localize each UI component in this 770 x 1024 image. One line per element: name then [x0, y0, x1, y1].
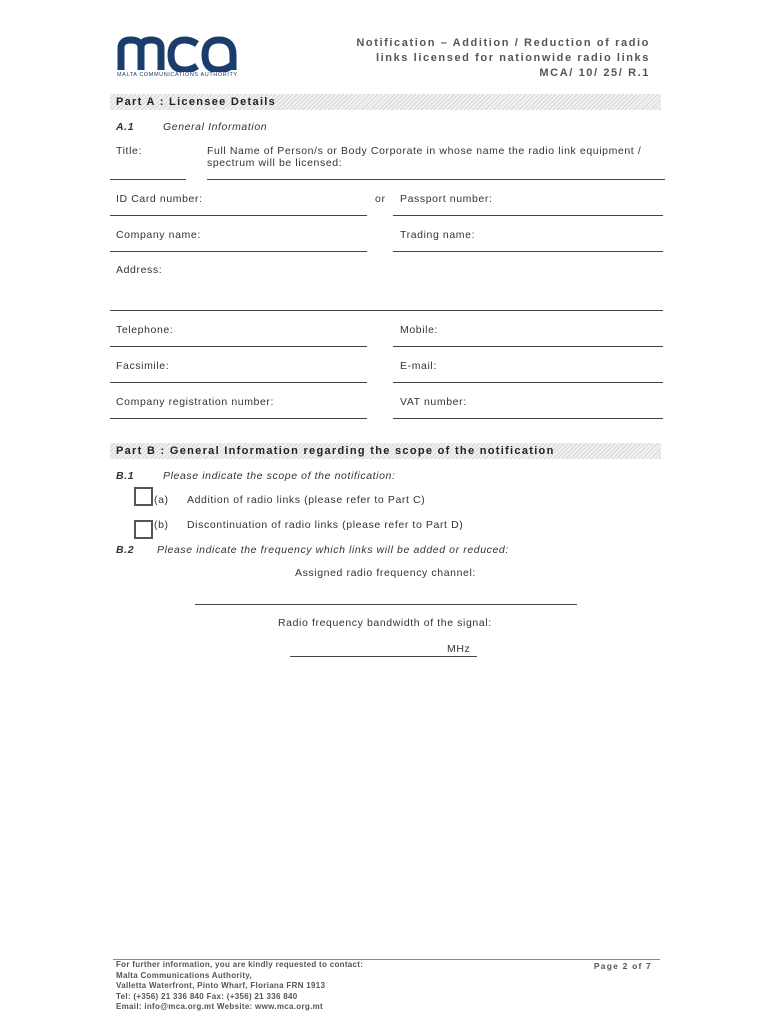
title-line-2: links licensed for nationwide radio links: [375, 52, 650, 64]
company-reg-field[interactable]: [110, 418, 367, 419]
part-a-heading: Part A : Licensee Details: [110, 94, 661, 110]
full-name-label-1: Full Name of Person/s or Body Corporate in whose name the radio link equipment /: [207, 145, 642, 157]
footer-line-2: Malta Communications Authority,: [116, 970, 252, 980]
footer-line-4: Tel: (+356) 21 336 840 Fax: (+356) 21 336 840: [116, 991, 298, 1001]
option-b-checkbox[interactable]: [134, 520, 153, 539]
title-line-1: Notification – Addition / Reduction of radio: [356, 37, 650, 49]
mhz-unit: MHz: [447, 643, 471, 655]
or-label: or: [375, 193, 386, 205]
b2-label: Please indicate the frequency which links will be added or reduced:: [157, 544, 509, 556]
id-card-label: ID Card number:: [116, 193, 203, 205]
footer-line-3: Valletta Waterfront, Pinto Wharf, Floriana FRN 1913: [116, 981, 326, 990]
a1-number: A.1: [116, 121, 135, 133]
mobile-label: Mobile:: [400, 324, 439, 336]
page-number: Page 2 of 7: [593, 961, 652, 971]
mca-logo: [115, 32, 240, 82]
facsimile-label: Facsimile:: [116, 360, 170, 372]
mobile-field[interactable]: [393, 346, 663, 347]
telephone-field[interactable]: [110, 346, 367, 347]
address-label: Address:: [116, 264, 163, 276]
email-label: E-mail:: [400, 360, 437, 372]
a1-label: General Information: [163, 121, 268, 133]
id-card-field[interactable]: [110, 215, 367, 216]
b2-number: B.2: [116, 544, 135, 556]
option-b-label: Discontinuation of radio links (please refer to Part D): [187, 519, 464, 531]
title-field[interactable]: [110, 179, 186, 180]
address-field[interactable]: [110, 310, 663, 311]
trading-name-field[interactable]: [393, 251, 663, 252]
email-field[interactable]: [393, 382, 663, 383]
title-label: Title:: [116, 145, 142, 157]
vat-label: VAT number:: [400, 396, 467, 408]
vat-field[interactable]: [393, 418, 663, 419]
telephone-label: Telephone:: [116, 324, 174, 336]
company-name-field[interactable]: [110, 251, 367, 252]
document-title: [356, 36, 650, 81]
company-reg-label: Company registration number:: [116, 396, 275, 408]
company-name-label: Company name:: [116, 229, 201, 241]
passport-field[interactable]: [393, 215, 663, 216]
part-b-heading: Part B : General Information regarding the scope of the notification: [110, 443, 661, 459]
footer-line-1: For further information, you are kindly requested to contact:: [116, 960, 364, 969]
title-line-3: MCA/ 10/ 25/ R.1: [539, 67, 650, 79]
option-a-letter: (a): [154, 494, 169, 506]
footer-contact: [116, 960, 363, 1013]
b1-number: B.1: [116, 470, 135, 482]
bandwidth-field[interactable]: [290, 656, 477, 657]
passport-label: Passport number:: [400, 193, 493, 205]
channel-label: Assigned radio frequency channel:: [295, 567, 476, 579]
trading-name-label: Trading name:: [400, 229, 476, 241]
channel-field[interactable]: [195, 604, 577, 605]
full-name-field[interactable]: [207, 179, 665, 180]
option-a-label: Addition of radio links (please refer to Part C): [187, 494, 426, 506]
option-a-checkbox[interactable]: [134, 487, 153, 506]
full-name-label-2: spectrum will be licensed:: [207, 157, 343, 169]
b1-label: Please indicate the scope of the notification:: [163, 470, 396, 482]
logo-subtitle: MALTA COMMUNICATIONS AUTHORITY: [117, 72, 238, 78]
footer-line-5: Email: info@mca.org.mt Website: www.mca.org.mt: [116, 1002, 323, 1011]
bandwidth-label: Radio frequency bandwidth of the signal:: [278, 617, 492, 629]
option-b-letter: (b): [154, 519, 169, 531]
mca-logo-icon: [115, 32, 240, 72]
facsimile-field[interactable]: [110, 382, 367, 383]
